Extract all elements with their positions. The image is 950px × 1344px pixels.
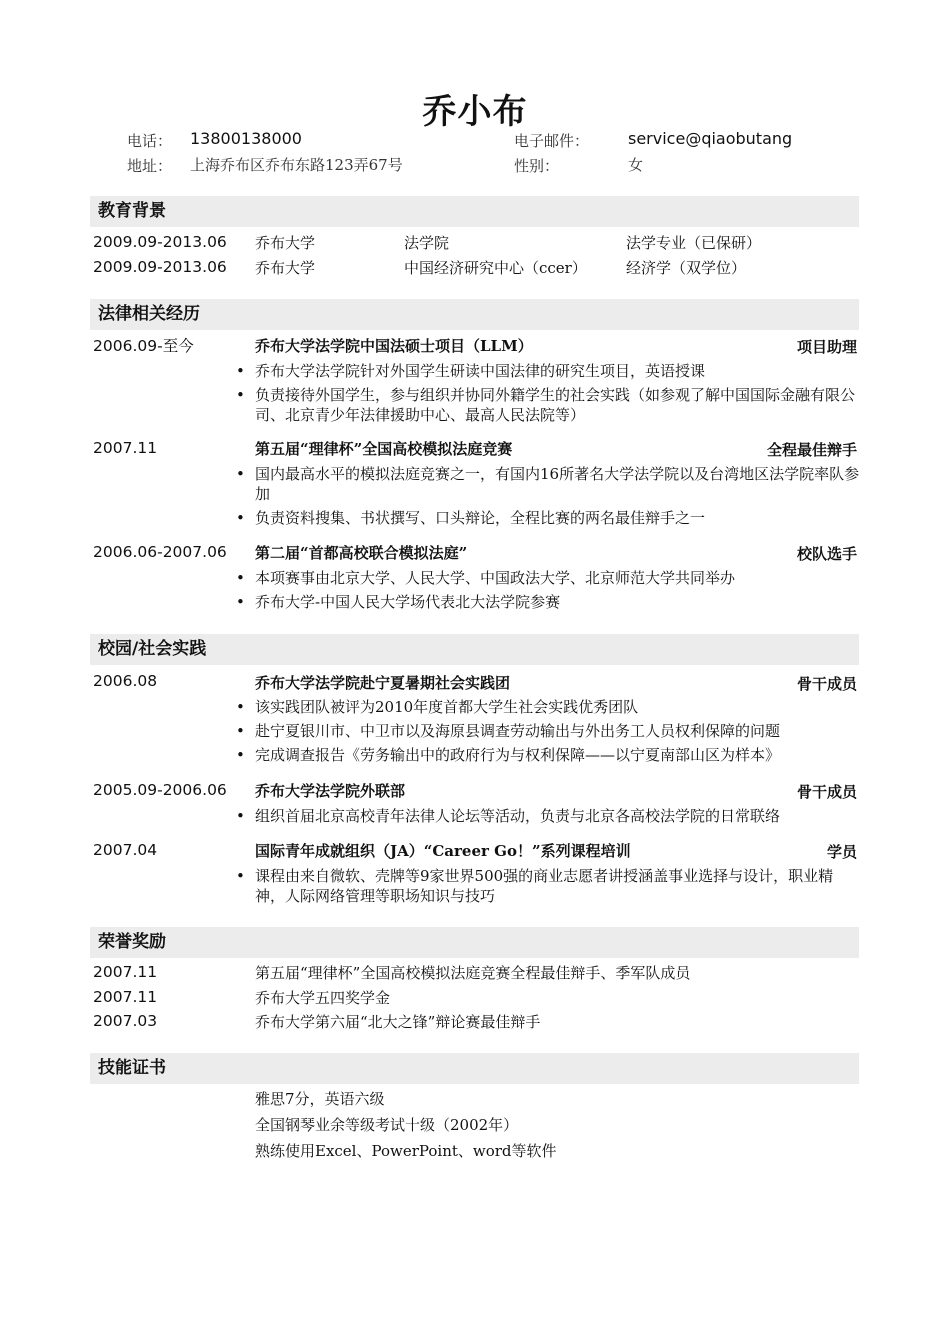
education-school: 乔布大学 — [255, 259, 316, 277]
section-practice-title: 校园/社会实践 — [90, 634, 859, 665]
gender-value: 女 — [628, 156, 644, 174]
bullet-dot-icon: • — [236, 465, 245, 483]
skill-line: 全国钢琴业余等级考试十级（2002年） — [255, 1116, 519, 1134]
bullet-dot-icon: • — [236, 593, 245, 611]
bullet-dot-icon: • — [236, 362, 245, 380]
practice-item-date: 2005.09-2006.06 — [93, 781, 227, 799]
practice-item-title: 国际青年成就组织（JA）“Career Go！”系列课程培训 — [255, 842, 631, 860]
section-honors-title: 荣誉奖励 — [90, 927, 859, 958]
honor-date: 2007.11 — [93, 988, 158, 1006]
practice-item-date: 2007.04 — [93, 841, 158, 859]
education-major: 经济学（双学位） — [626, 259, 747, 277]
law-item-role: 项目助理 — [796, 338, 857, 356]
bullet-dot-icon: • — [236, 509, 245, 527]
law-item-date: 2006.06-2007.06 — [93, 543, 227, 561]
bullet-item: • 负责资料搜集、书状撰写、口头辩论，全程比赛的两名最佳辩手之一 — [236, 509, 706, 527]
bullet-item: • 完成调查报告《劳务输出中的政府行为与权利保障——以宁夏南部山区为样本》 — [236, 746, 781, 764]
practice-item-bullets — [236, 866, 862, 910]
address-value: 上海乔布区乔布东路123弄67号 — [190, 156, 403, 174]
law-item-bullets — [236, 361, 862, 429]
law-item-role: 校队选手 — [796, 545, 857, 563]
bullet-dot-icon: • — [236, 698, 245, 716]
practice-item-date: 2006.08 — [93, 672, 158, 690]
bullet-item: • 乔布大学法学院针对外国学生研读中国法律的研究生项目，英语授课 — [236, 362, 706, 380]
law-item-bullets — [236, 568, 862, 616]
law-item-title: 第五届“理律杯”全国高校模拟法庭竞赛 — [255, 440, 513, 458]
honor-date: 2007.03 — [93, 1012, 158, 1030]
email-value: service@qiaobutang — [628, 129, 793, 148]
education-school: 乔布大学 — [255, 234, 316, 252]
email-label: 电子邮件： — [514, 132, 590, 150]
bullet-dot-icon: • — [236, 722, 245, 740]
phone-label: 电话： — [127, 132, 173, 150]
law-item-role: 全程最佳辩手 — [766, 441, 857, 459]
bullet-dot-icon: • — [236, 386, 245, 404]
practice-item-role: 骨干成员 — [796, 783, 857, 801]
address-label: 地址： — [127, 157, 173, 175]
section-skills-title: 技能证书 — [90, 1053, 859, 1084]
bullet-item: • 国内最高水平的模拟法庭竞赛之一，有国内16所著名大学法学院以及台湾地区法学院率队参加 — [236, 465, 860, 503]
resume-name: 乔小布 — [422, 92, 528, 132]
law-item-title: 乔布大学法学院中国法硕士项目（LLM） — [255, 337, 533, 355]
education-major: 法学专业（已保研） — [626, 234, 762, 252]
section-law-title: 法律相关经历 — [90, 299, 859, 330]
bullet-item: • 赴宁夏银川市、中卫市以及海原县调查劳动输出与外出务工人员权利保障的问题 — [236, 722, 781, 740]
bullet-dot-icon: • — [236, 807, 245, 825]
bullet-item: • 该实践团队被评为2010年度首都大学生社会实践优秀团队 — [236, 698, 639, 716]
bullet-item: • 课程由来自微软、壳牌等9家世界500强的商业志愿者讲授涵盖事业选择与设计，职业精神，人际网络管理等职场知识与技巧 — [236, 867, 834, 905]
law-item-date: 2007.11 — [93, 439, 158, 457]
law-item-date: 2006.09-至今 — [93, 337, 194, 355]
education-date: 2009.09-2013.06 — [93, 258, 227, 276]
practice-item-bullets — [236, 806, 862, 830]
bullet-item: • 本项赛事由北京大学、人民大学、中国政法大学、北京师范大学共同举办 — [236, 569, 736, 587]
honor-text: 乔布大学五四奖学金 — [255, 989, 391, 1007]
skill-line: 熟练使用Excel、PowerPoint、word等软件 — [255, 1142, 557, 1160]
honor-text: 第五届“理律杯”全国高校模拟法庭竞赛全程最佳辩手、季军队成员 — [255, 964, 691, 982]
bullet-item: • 负责接待外国学生，参与组织并协同外籍学生的社会实践（如参观了解中国国际金融有限公司、北京青少年法律援助中心、最高人民法院等） — [236, 386, 856, 424]
practice-item-role: 学员 — [826, 843, 857, 861]
bullet-dot-icon: • — [236, 746, 245, 764]
bullet-item: • 乔布大学-中国人民大学场代表北大法学院参赛 — [236, 593, 561, 611]
education-dept: 法学院 — [404, 234, 450, 252]
practice-item-title: 乔布大学法学院赴宁夏暑期社会实践团 — [255, 674, 511, 692]
honor-text: 乔布大学第六届“北大之锋”辩论赛最佳辩手 — [255, 1013, 541, 1031]
practice-item-title: 乔布大学法学院外联部 — [255, 782, 406, 800]
bullet-item: • 组织首届北京高校青年法律人论坛等活动，负责与北京各高校法学院的日常联络 — [236, 807, 781, 825]
gender-label: 性别： — [514, 157, 560, 175]
phone-value: 13800138000 — [190, 129, 302, 148]
practice-item-bullets — [236, 697, 862, 769]
education-dept: 中国经济研究中心（ccer） — [404, 259, 587, 277]
bullet-dot-icon: • — [236, 569, 245, 587]
law-item-bullets — [236, 464, 862, 532]
education-date: 2009.09-2013.06 — [93, 233, 227, 251]
practice-item-role: 骨干成员 — [796, 675, 857, 693]
law-item-title: 第二届“首都高校联合模拟法庭” — [255, 544, 468, 562]
honor-date: 2007.11 — [93, 963, 158, 981]
section-education-title: 教育背景 — [90, 196, 859, 227]
bullet-dot-icon: • — [236, 867, 245, 885]
skill-line: 雅思7分，英语六级 — [255, 1090, 385, 1108]
